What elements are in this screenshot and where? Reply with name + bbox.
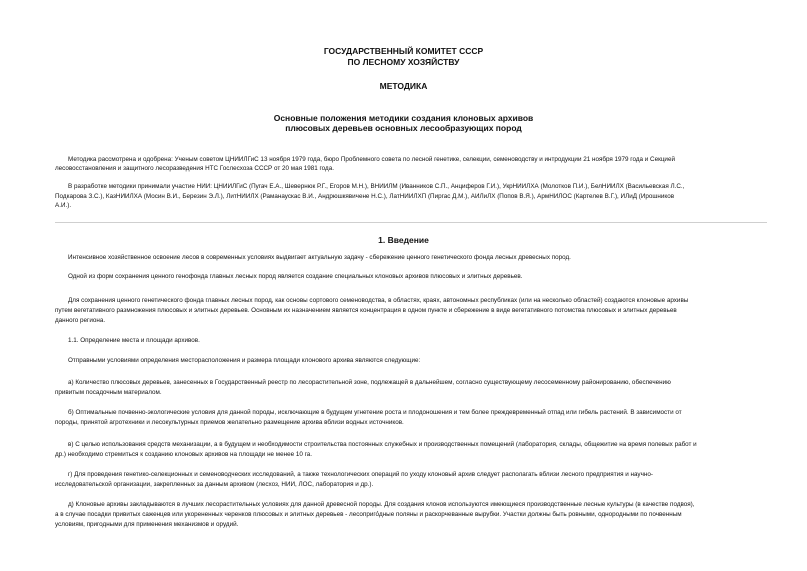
document-title-line-1: Основные положения методики создания клоновых архивов xyxy=(273,113,534,123)
item-v-line-1: в) С целью использования средств механизации, а в будущем и необходимости строительства постоянных служебных и производственных помещений (лаборатория, склады, общежитие на время полевых работ и xyxy=(68,441,697,448)
section-divider xyxy=(55,222,767,223)
participants-line-3: А.И.). xyxy=(55,202,72,209)
committee-line-1: ГОСУДАРСТВЕННЫЙ КОМИТЕТ СССР xyxy=(323,46,484,56)
subsection-1-1: 1.1. Определение места и площади архивов. xyxy=(68,337,200,344)
participants-line-1: В разработке методики принимали участие НИИ: ЦНИИЛГиС (Пугач Е.А., Шевернюк Р.Г., Егоров М.Н.), ВНИИЛМ (Иванников С.П., Анциферов Г.И.), УкрНИИЛХА (Молотков П.И.), БелНИИЛХ (Васильевская Л.С., xyxy=(68,183,685,190)
document-type: МЕТОДИКА xyxy=(379,81,428,91)
item-d-line-2: а в случае посадки привитых саженцев или укорененных черенков плюсовых и элитных деревьев - лесоприго́дные поляны и раскорчеванные вырубки. Участки должны быть ровными, однородными по почвенным xyxy=(55,511,682,518)
section-heading-introduction: 1. Введение xyxy=(378,235,429,245)
item-b-line-1: б) Оптимальные почвенно-экологические условия для данной породы, исключающие в будущем угнетение роста и плодоношения и тем более преждевременный отпад или гибель растений. В зависимости от xyxy=(68,409,682,416)
item-a-line-1: а) Количество плюсовых деревьев, занесенных в Государственный реестр по лесорастительной зоне, подлежащей в дальнейшем, согласно существующему лесосеменному районированию, обеспечению xyxy=(68,379,671,386)
paragraph-intro-3-line-2: путем вегетативного размножения плюсовых и элитных деревьев. Основным их назначением является концентрация в одном пункте и сбережение в виде вегетативного потомства плюсовых и элитных деревьев xyxy=(55,307,677,314)
paragraph-intro-1: Интенсивное хозяйственное освоение лесов в современных условиях выдвигает актуальную задачу - сбережение ценного генетического фонда лесных древесных пород. xyxy=(68,254,571,261)
paragraph-conditions: Отправными условиями определения месторасположения и размера площади клонового архива являются следующие: xyxy=(68,357,421,364)
item-v-line-2: др.) необходимо стремиться к созданию клоновых архивов на площади не менее 10 га. xyxy=(55,451,313,458)
document-title-line-2: плюсовых деревьев основных лесообразующих пород xyxy=(285,123,522,133)
committee-line-2: ПО ЛЕСНОМУ ХОЗЯЙСТВУ xyxy=(347,57,460,67)
paragraph-intro-3-line-1: Для сохранения ценного генетического фонда главных лесных пород, как основы сортового семеноводства, в областях, краях, автономных республиках (или на несколько областей) создаются клоновые архивы xyxy=(68,297,689,304)
approval-line-2: лесовосстановления и защитного лесоразведения НТС Гослесхоза СССР от 20 мая 1981 года. xyxy=(55,165,334,172)
item-g-line-2: исследовательской организации, закрепленных за данным архивом (лесхоз, НИИ, ЛОС, лаборатория и др.). xyxy=(55,481,374,488)
participants-line-2: Подкарова З.С.), КазНИИЛХА (Мосин В.И., Березин Э.Л.), ЛитНИИЛХ (Раманаускас В.И., Андрюшкявичене Н.С.), ЛатНИИЛХП (Пиргас Д.М.), АИЛиЛХ (Попов В.Я.), АрмНИЛОС (Картелев В.Г.), ИЛиД (Ирошников xyxy=(55,193,675,200)
approval-line-1: Методика рассмотрена и одобрена: Ученым советом ЦНИИЛГиС 13 ноября 1979 года, бюро Проблемного совета по лесной генетике, селекции, семеноводству и интродукции 21 ноября 1979 года и Секцией xyxy=(68,156,675,163)
item-d-line-3: условиям, пригодными для применения механизмов и орудий. xyxy=(55,521,239,528)
item-a-line-2: привитым посадочным материалом. xyxy=(55,389,162,396)
item-g-line-1: г) Для проведения генетико-селекционных и семеноводческих исследований, а также технологических операций по уходу клоновый архив следует располагать вблизи лесного предприятия и научно- xyxy=(68,471,653,478)
paragraph-intro-2: Одной из форм сохранения ценного генофонда главных лесных пород является создание специальных клоновых архивов плюсовых и элитных деревьев. xyxy=(68,273,523,280)
paragraph-intro-3-line-3: данного региона. xyxy=(55,317,106,324)
item-b-line-2: породы, принятой агротехники и лесокультурных приемов желательно размещение архива вблизи водных источников. xyxy=(55,419,404,426)
item-d-line-1: д) Клоновые архивы закладываются в лучших лесорастительных условиях для данной древесной породы. Для создания клонов используются имеющиеся производственные лесные культуры (в качестве подвоя), xyxy=(68,501,695,508)
